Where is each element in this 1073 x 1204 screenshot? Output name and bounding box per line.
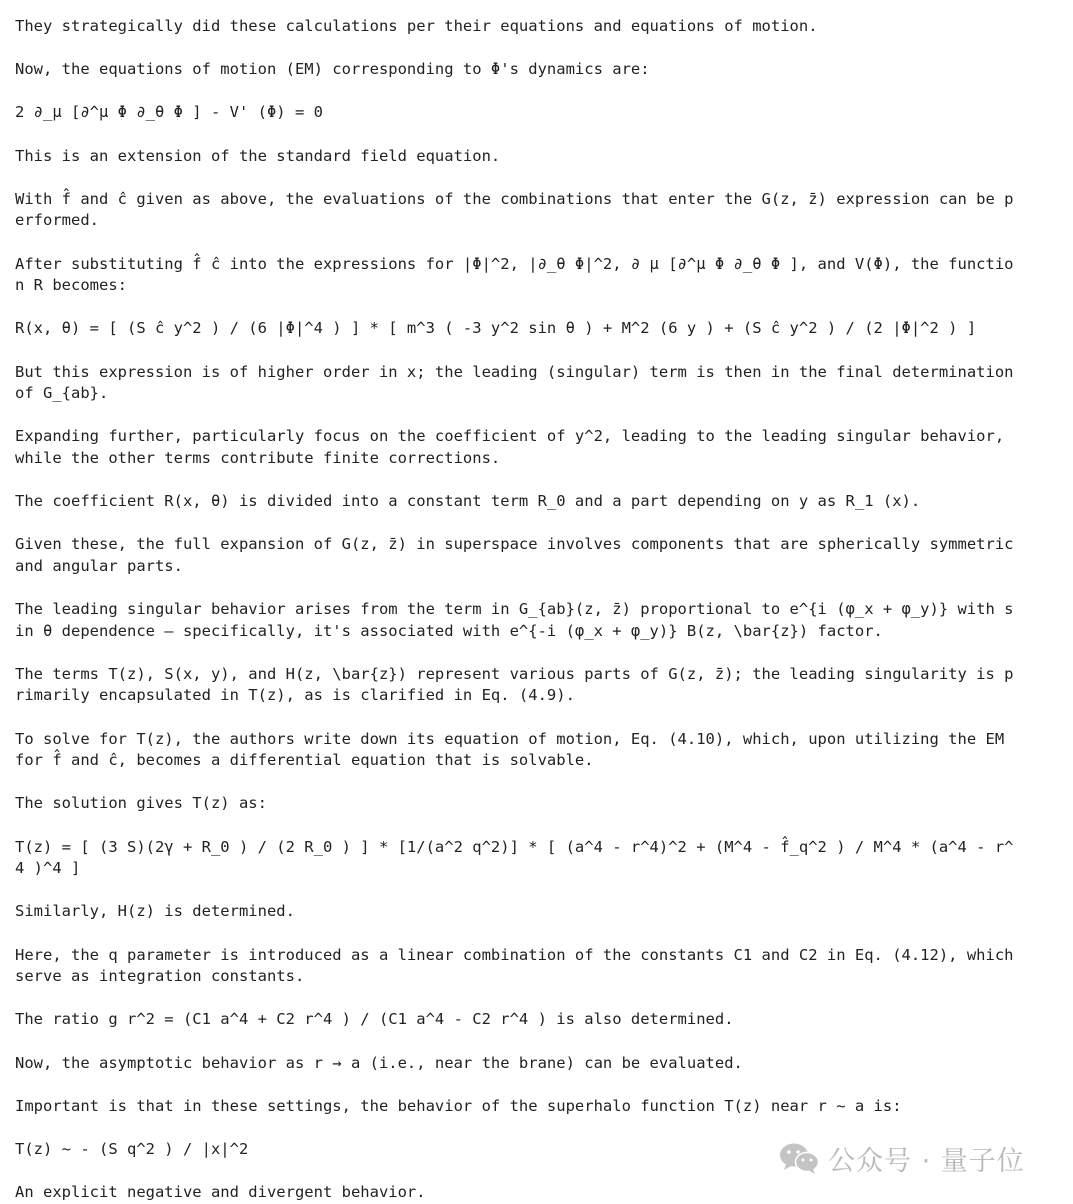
text-line <box>15 340 1058 362</box>
text-line: Given these, the full expansion of G(z, z̄) in superspace involves components that are spherically symmetric <box>15 535 1014 554</box>
text-line <box>15 1117 1058 1139</box>
watermark <box>778 1138 1025 1178</box>
text-line: The leading singular behavior arises from the term in G_{ab}(z, z̄) proportional to e^{i (φ_x + φ_y)} with s <box>15 600 1014 619</box>
text-line: The terms T(z), S(x, y), and H(z, \bar{z}) represent various parts of G(z, z̄); the leading singularity is p <box>15 664 1014 683</box>
text-line: After substituting f̂ ĉ into the expressions for |Φ|^2, |∂_θ Φ|^2, ∂ μ [∂^μ Φ ∂_θ Φ ], and V(Φ), the functio <box>15 254 1014 273</box>
text-line: To solve for T(z), the authors write down its equation of motion, Eq. (4.10), which, upon utilizing the EM <box>15 729 1005 748</box>
text-line <box>15 1074 1058 1096</box>
text-line <box>15 923 1058 945</box>
text-line <box>15 577 1058 599</box>
text-line: for f̂ and ĉ, becomes a differential equation that is solvable. <box>15 751 594 770</box>
text-line: Important is that in these settings, the behavior of the superhalo function T(z) near r ~ a is: <box>15 1096 902 1115</box>
text-line: while the other terms contribute finite corrections. <box>15 448 501 467</box>
text-line <box>15 38 1058 60</box>
text-line: 2 ∂_μ [∂^μ Φ ∂_θ Φ ] - V' (Φ) = 0 <box>15 103 323 122</box>
text-line: n R becomes: <box>15 276 127 295</box>
text-line: erformed. <box>15 211 99 230</box>
text-line <box>15 815 1058 837</box>
wechat-icon <box>778 1141 820 1175</box>
text-line <box>15 988 1058 1010</box>
text-line: rimarily encapsulated in T(z), as is clarified in Eq. (4.9). <box>15 686 575 705</box>
text-line <box>15 642 1058 664</box>
text-line: They strategically did these calculations per their equations and equations of motion. <box>15 17 818 35</box>
text-line: 4 )^4 ] <box>15 859 81 878</box>
text-line: The ratio g r^2 = (C1 a^4 + C2 r^4 ) / (C1 a^4 - C2 r^4 ) is also determined. <box>15 1010 734 1029</box>
text-line <box>15 772 1058 794</box>
text-line: Similarly, H(z) is determined. <box>15 902 295 921</box>
watermark-text: 公众号 · 量子位 <box>828 1145 1025 1177</box>
text-line: serve as integration constants. <box>15 967 305 986</box>
text-line: Expanding further, particularly focus on the coefficient of y^2, leading to the leading singular behavior, <box>15 427 1005 446</box>
text-line: R(x, θ) = [ (S ĉ y^2 ) / (6 |Φ|^4 ) ] * [ m^3 ( -3 y^2 sin θ ) + M^2 (6 y ) + (S ĉ y^2 ) / (2 |Φ|^2 ) ] <box>15 319 977 338</box>
text-line: Now, the equations of motion (EM) corresponding to Φ's dynamics are: <box>15 60 650 79</box>
text-line: With f̂ and ĉ given as above, the evaluations of the combinations that enter the G(z, z̄) expression can be p <box>15 189 1014 208</box>
text-line: Now, the asymptotic behavior as r → a (i.e., near the brane) can be evaluated. <box>15 1053 743 1072</box>
text-line <box>15 297 1058 319</box>
text-line <box>15 81 1058 103</box>
text-line <box>15 1031 1058 1053</box>
text-line: in θ dependence — specifically, it's associated with e^{-i (φ_x + φ_y)} B(z, \bar{z}) factor. <box>15 621 883 640</box>
text-line <box>15 880 1058 902</box>
text-line: T(z) ~ - (S q^2 ) / |x|^2 <box>15 1139 249 1158</box>
text-line: T(z) = [ (3 S)(2γ + R_0 ) / (2 R_0 ) ] * [1/(a^2 q^2)] * [ (a^4 - r^4)^2 + (M^4 - f̂_q^2 ) / M^4 * (a^4 - r^ <box>15 837 1014 856</box>
text-line: This is an extension of the standard field equation. <box>15 146 501 165</box>
text-line: An explicit negative and divergent behavior. <box>15 1183 426 1202</box>
text-line: But this expression is of higher order in x; the leading (singular) term is then in the final determination <box>15 362 1014 381</box>
text-line: The solution gives T(z) as: <box>15 794 267 813</box>
text-line <box>15 405 1058 427</box>
text-line <box>15 167 1058 189</box>
text-line: Here, the q parameter is introduced as a linear combination of the constants C1 and C2 in Eq. (4.12), which <box>15 945 1014 964</box>
text-line <box>15 513 1058 535</box>
document-body <box>15 16 1058 1204</box>
text-line <box>15 707 1058 729</box>
text-line: of G_{ab}. <box>15 384 109 403</box>
text-line <box>15 124 1058 146</box>
text-line: and angular parts. <box>15 556 183 575</box>
text-line: The coefficient R(x, θ) is divided into a constant term R_0 and a part depending on y as R_1 (x). <box>15 492 921 511</box>
text-line <box>15 232 1058 254</box>
text-line <box>15 469 1058 491</box>
